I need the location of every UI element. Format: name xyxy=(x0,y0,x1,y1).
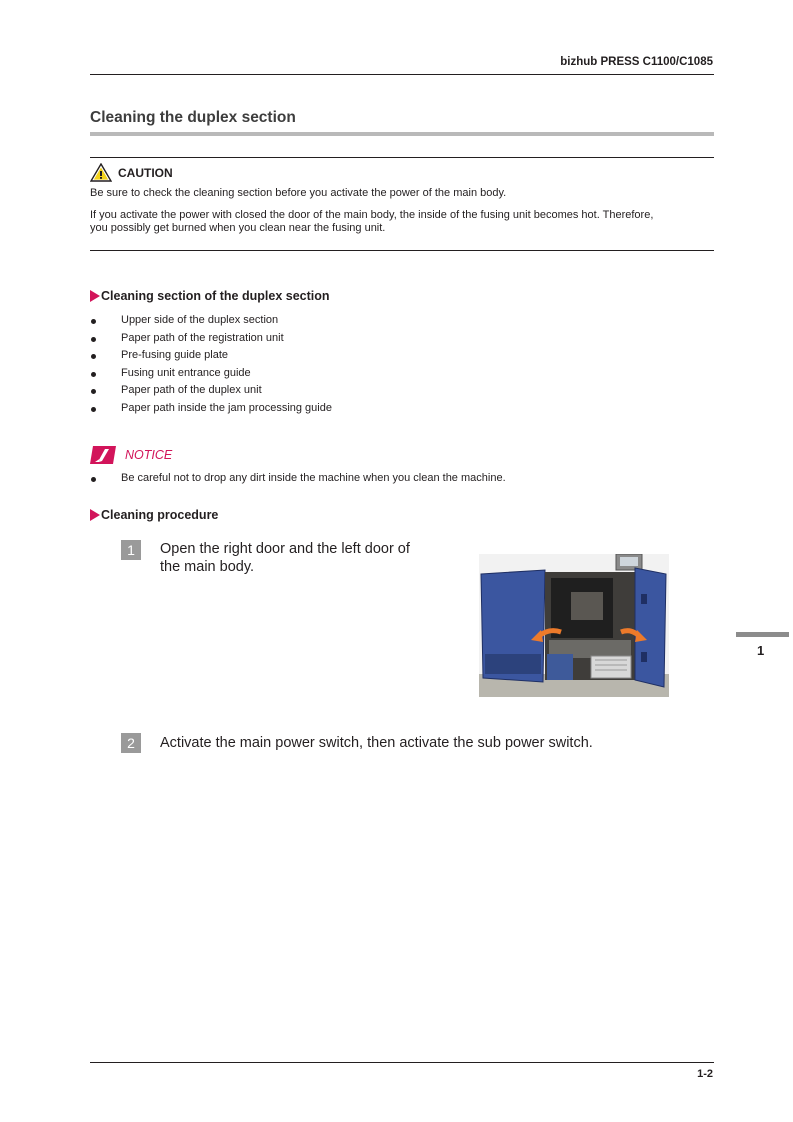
list-item: Upper side of the duplex section xyxy=(90,312,332,330)
step-number-2: 2 xyxy=(121,733,141,753)
caution-heading xyxy=(90,163,173,182)
step-number-1: 1 xyxy=(121,540,141,560)
chapter-number: 1 xyxy=(757,643,765,658)
chapter-tab-bar xyxy=(736,632,789,637)
section-title: Cleaning the duplex section xyxy=(90,109,296,126)
procedure-heading-text: Cleaning procedure xyxy=(101,508,219,522)
caution-text-2a: If you activate the power with closed the door of the main body, the inside of the fusing unit becomes hot. Therefore, xyxy=(90,209,654,221)
list-item: Be careful not to drop any dirt inside the machine when you clean the machine. xyxy=(90,470,506,488)
caution-text-2b: you possibly get burned when you clean near the fusing unit. xyxy=(90,222,386,234)
cleaning-section-heading-text: Cleaning section of the duplex section xyxy=(101,289,330,303)
notice-list xyxy=(90,470,506,488)
notice-label: NOTICE xyxy=(125,448,173,462)
header-rule xyxy=(90,74,714,75)
step-1-line-2: the main body. xyxy=(160,559,255,575)
page-number: 1-2 xyxy=(697,1068,713,1080)
cleaning-section-list xyxy=(90,312,332,417)
pointer-triangle-icon xyxy=(90,290,100,302)
caution-bottom-rule xyxy=(90,250,714,251)
section-title-underline xyxy=(90,132,714,136)
list-item: Fusing unit entrance guide xyxy=(90,365,332,383)
warning-triangle-icon xyxy=(90,163,112,182)
footer-rule xyxy=(90,1062,714,1063)
cleaning-section-heading xyxy=(90,289,330,303)
list-item: Paper path of the duplex unit xyxy=(90,382,332,400)
procedure-heading xyxy=(90,508,218,522)
pointer-triangle-icon xyxy=(90,509,100,521)
notice-pencil-icon xyxy=(90,446,116,464)
step-2-text: Activate the main power switch, then activate the sub power switch. xyxy=(160,735,593,751)
caution-label: CAUTION xyxy=(118,165,173,180)
caution-text-1: Be sure to check the cleaning section before you activate the power of the main body. xyxy=(90,187,507,199)
step-1-line-1: Open the right door and the left door of xyxy=(160,541,410,557)
notice-heading xyxy=(90,446,172,464)
running-header: bizhub PRESS C1100/C1085 xyxy=(560,56,713,68)
list-item: Paper path of the registration unit xyxy=(90,330,332,348)
caution-top-rule xyxy=(90,157,714,158)
list-item: Paper path inside the jam processing guide xyxy=(90,400,332,418)
list-item: Pre-fusing guide plate xyxy=(90,347,332,365)
machine-open-doors-photo xyxy=(479,554,669,697)
step-1-text xyxy=(160,540,410,576)
